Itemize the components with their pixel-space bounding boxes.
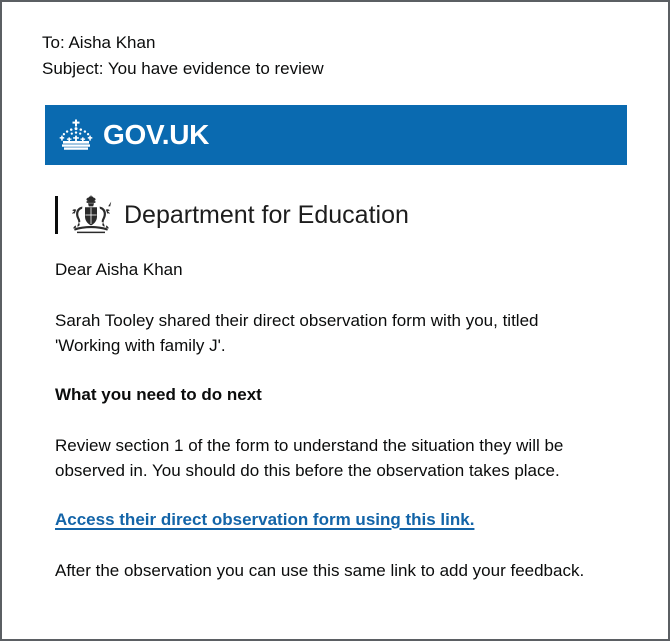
lockup-rule bbox=[55, 196, 58, 234]
access-observation-form-link[interactable]: Access their direct observation form using this link. bbox=[55, 510, 475, 529]
govuk-banner bbox=[45, 105, 627, 165]
intro-paragraph: Sarah Tooley shared their direct observation form with you, titled 'Working with family J'. bbox=[55, 311, 539, 355]
subject-line: Subject: You have evidence to review bbox=[42, 59, 324, 78]
govuk-wordmark: GOV.UK bbox=[103, 119, 210, 150]
next-steps-heading: What you need to do next bbox=[55, 385, 262, 404]
email-body bbox=[55, 257, 603, 609]
cta-link-row bbox=[55, 507, 603, 532]
department-name: Department for Education bbox=[124, 200, 409, 229]
department-lockup bbox=[55, 194, 409, 236]
instruction-paragraph: Review section 1 of the form to understand the situation they will be observed in. You should do this before the observation takes place. bbox=[55, 436, 564, 480]
greeting-paragraph: Dear Aisha Khan bbox=[55, 260, 183, 279]
royal-coat-of-arms-icon bbox=[68, 195, 114, 235]
closing-paragraph: After the observation you can use this same link to add your feedback. bbox=[55, 561, 585, 580]
recipient-line: To: Aisha Khan bbox=[42, 33, 156, 52]
envelope-header bbox=[42, 30, 642, 82]
govuk-crown-icon bbox=[57, 119, 95, 151]
